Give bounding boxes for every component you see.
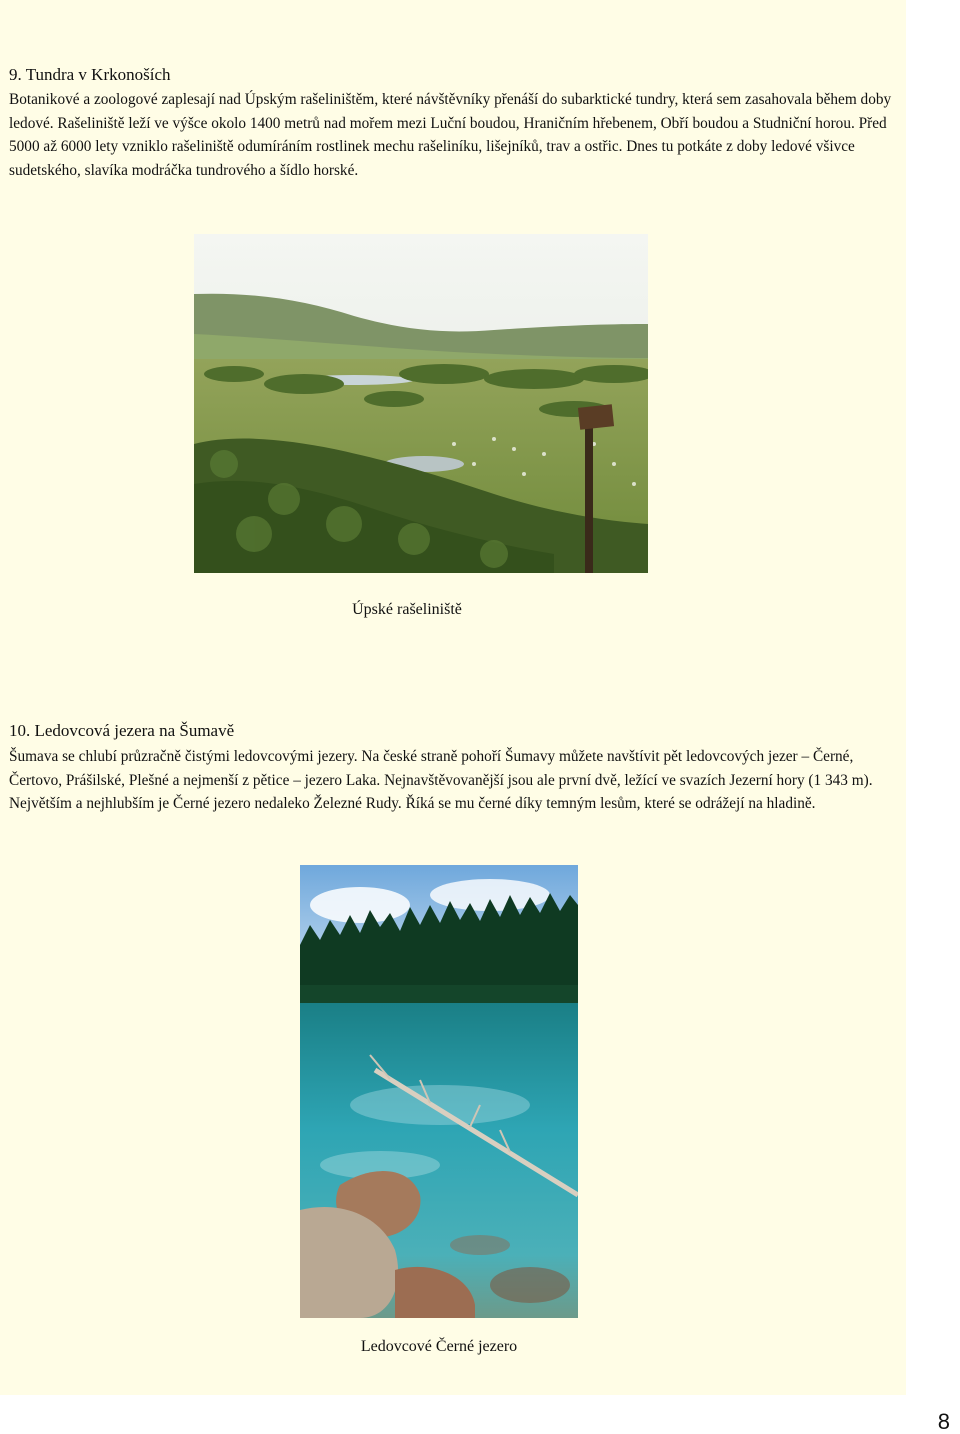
peat-bog-caption: Úpské rašeliniště	[352, 601, 462, 618]
section-10-heading: 10. Ledovcová jezera na Šumavě	[9, 721, 235, 740]
glacial-lake-photo	[300, 865, 578, 1318]
section-9-heading: 9. Tundra v Krkonoších	[9, 65, 171, 84]
glacial-lake-caption: Ledovcové Černé jezero	[360, 1338, 518, 1355]
section-10-paragraph: Šumava se chlubí průzračně čistými ledovcovými jezery. Na české straně pohoří Šumavy můžete navštívit pět ledovcových jezer – Černé, Čertovo, Prášilské, Plešné a nejmenší z pětice – jezero Laka. Nejnavštěvovanější jsou ale první dvě, ležící ve svazích Jezerní hory (1 343 m). Největším a nejhlubším je Černé jezero nedaleko Železné Rudy. Říká se mu černé díky temným lesům, které se odrážejí na hladině.	[9, 748, 873, 812]
peat-bog-photo	[194, 234, 648, 573]
page-number: 8	[937, 1409, 950, 1434]
section-9-paragraph: Botanikové a zoologové zaplesají nad Úpským rašeliništěm, které návštěvníky přenáší do subarktické tundry, která sem zasahovala během doby ledové. Rašeliniště leží ve výšce okolo 1400 metrů nad mořem mezi Luční boudou, Hraničním hřebenem, Obří boudou a Studniční horou. Před 5000 až 6000 lety vzniklo rašeliniště odumíráním rostlinek mechu rašeliníku, lišejníků, trav a ostřic. Dnes tu potkáte z doby ledové všivce sudetského, slavíka modráčka tundrového a šídlo horské.	[9, 91, 892, 179]
